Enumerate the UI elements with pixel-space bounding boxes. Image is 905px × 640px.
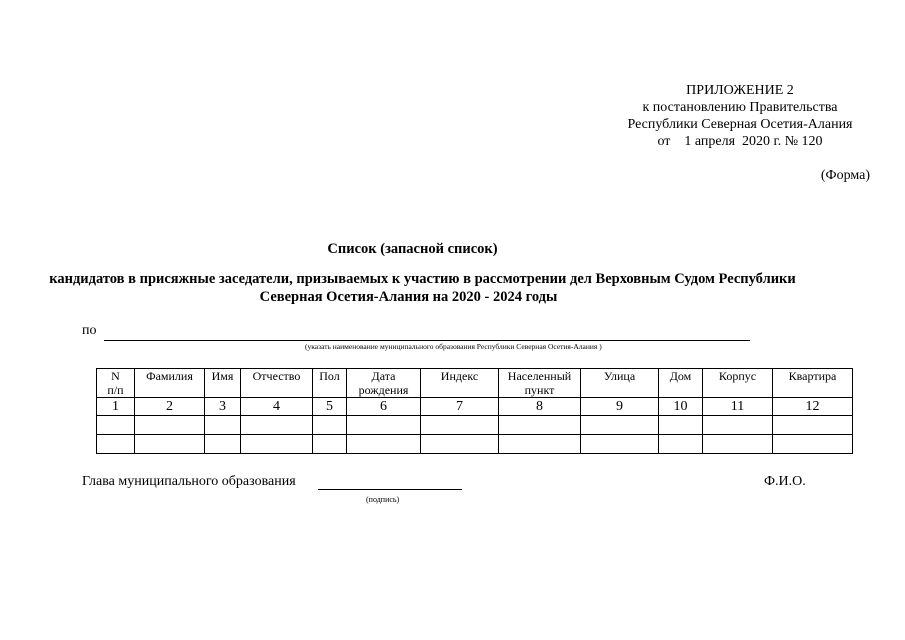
document-title	[0, 240, 905, 306]
column-header-text: пункт	[524, 383, 555, 397]
table-cell	[703, 416, 773, 435]
column-number: 8	[499, 398, 581, 416]
table-header-row	[97, 369, 853, 398]
column-header-text: Пол	[319, 369, 340, 383]
column-header	[499, 369, 581, 398]
table-cell	[347, 435, 421, 454]
column-header	[773, 369, 853, 398]
column-header	[703, 369, 773, 398]
table-number-row	[97, 398, 853, 416]
candidates-table	[96, 368, 853, 454]
head-label: Глава муниципального образования	[82, 474, 296, 489]
appendix-header	[590, 82, 890, 150]
appendix-line-2: к постановлению Правительства	[642, 100, 838, 115]
column-header	[581, 369, 659, 398]
column-header-text: Квартира	[788, 369, 837, 383]
column-number: 1	[97, 398, 135, 416]
column-header-text: п/п	[107, 383, 124, 397]
column-header-text: N	[111, 369, 120, 383]
title-line-1: Список (запасной список)	[327, 241, 498, 257]
table-cell	[421, 416, 499, 435]
column-header	[659, 369, 703, 398]
column-header-text: рождения	[358, 383, 409, 397]
table-cell	[659, 416, 703, 435]
column-number: 4	[241, 398, 313, 416]
po-label: по	[82, 323, 97, 338]
table-cell	[581, 435, 659, 454]
signature-line	[318, 489, 462, 490]
table-cell	[581, 416, 659, 435]
column-header-text: Дата	[371, 369, 396, 383]
fio-label: Ф.И.О.	[764, 474, 806, 489]
column-header-text: Дом	[669, 369, 692, 383]
column-header-text: Фамилия	[146, 369, 193, 383]
signature-hint: (подпись)	[366, 495, 400, 504]
column-header	[313, 369, 347, 398]
column-header-text: Населенный	[507, 369, 572, 383]
table-cell	[313, 435, 347, 454]
table-cell	[97, 435, 135, 454]
column-header	[347, 369, 421, 398]
table-cell	[135, 435, 205, 454]
table-cell	[499, 435, 581, 454]
column-header	[205, 369, 241, 398]
table-cell	[241, 435, 313, 454]
column-header	[135, 369, 205, 398]
table-cell	[135, 416, 205, 435]
table-cell	[313, 416, 347, 435]
appendix-line-4: от 1 апреля 2020 г. № 120	[657, 134, 823, 149]
column-number: 3	[205, 398, 241, 416]
column-number: 6	[347, 398, 421, 416]
table-cell	[659, 435, 703, 454]
appendix-line-1: ПРИЛОЖЕНИЕ 2	[686, 83, 794, 98]
column-number: 5	[313, 398, 347, 416]
column-number: 10	[659, 398, 703, 416]
table-cell	[97, 416, 135, 435]
po-hint: (указать наименование муниципального образования Республики Северная Осетия-Алания )	[305, 342, 602, 351]
po-fill-line	[104, 340, 750, 341]
table-cell	[703, 435, 773, 454]
column-header	[421, 369, 499, 398]
column-number: 9	[581, 398, 659, 416]
table-cell	[773, 435, 853, 454]
title-line-2: кандидатов в присяжные заседатели, призываемых к участию в рассмотрении дел Верховным Судом Республики	[49, 271, 796, 287]
table-row	[97, 435, 853, 454]
column-header-text: Индекс	[440, 369, 479, 383]
column-header	[97, 369, 135, 398]
table-cell	[499, 416, 581, 435]
column-header-text: Имя	[211, 369, 234, 383]
table-cell	[421, 435, 499, 454]
table-cell	[347, 416, 421, 435]
table-cell	[773, 416, 853, 435]
title-line-3: Северная Осетия-Алания на 2020 - 2024 годы	[259, 289, 558, 305]
column-header-text: Корпус	[718, 369, 757, 383]
column-header	[241, 369, 313, 398]
table-cell	[205, 416, 241, 435]
column-header-text: Улица	[603, 369, 636, 383]
column-header-text: Отчество	[252, 369, 301, 383]
appendix-line-3: Республики Северная Осетия-Алания	[627, 117, 853, 132]
form-label: (Форма)	[820, 168, 870, 183]
table-cell	[241, 416, 313, 435]
column-number: 7	[421, 398, 499, 416]
column-number: 2	[135, 398, 205, 416]
column-number: 11	[703, 398, 773, 416]
table-cell	[205, 435, 241, 454]
table-row	[97, 416, 853, 435]
column-number: 12	[773, 398, 853, 416]
